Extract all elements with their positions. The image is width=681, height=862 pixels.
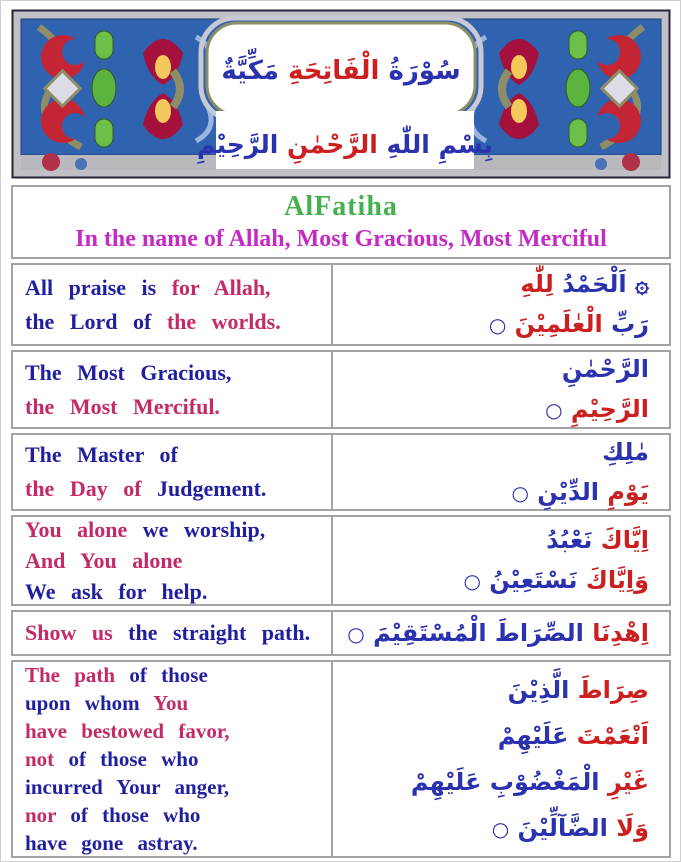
verse-arabic-5 bbox=[333, 612, 669, 654]
text-segment: have gone astray. bbox=[25, 831, 198, 855]
text-segment: الصِّرَاطَ الْمُسْتَقِيْمَ bbox=[373, 618, 584, 647]
english-line bbox=[25, 545, 327, 576]
english-line bbox=[25, 305, 327, 339]
arabic-line bbox=[341, 304, 649, 345]
text-segment: الْمَغْضُوْبِ عَلَيْهِمْ bbox=[410, 767, 600, 796]
verse-arabic-6 bbox=[333, 662, 669, 856]
text-segment: الْعٰلَمِيْنَ bbox=[514, 310, 603, 338]
text-segment: the straight path. bbox=[128, 620, 311, 645]
verse-arabic-2 bbox=[333, 352, 669, 427]
arabic-line bbox=[341, 560, 649, 601]
verse-english-4 bbox=[13, 517, 333, 604]
text-segment: صِرَاطَ bbox=[577, 675, 649, 704]
arabic-line bbox=[341, 805, 649, 852]
text-segment: اِيَّاكَ bbox=[600, 526, 649, 554]
english-line bbox=[25, 689, 327, 717]
text-segment: يَوْمِ bbox=[607, 477, 649, 506]
verse-arabic-1 bbox=[333, 265, 669, 344]
english-line bbox=[25, 576, 327, 607]
ayah-end-marker: ○ bbox=[488, 313, 507, 337]
english-line bbox=[25, 514, 327, 545]
text-segment: And You alone bbox=[25, 548, 183, 573]
text-segment: اِهْدِنَا bbox=[592, 618, 649, 647]
text-segment: وَلَا bbox=[616, 813, 649, 842]
verse-arabic-4 bbox=[333, 517, 669, 604]
ayah-end-marker: ○ bbox=[491, 816, 510, 841]
ayah-end-marker: ○ bbox=[511, 480, 529, 505]
title-box bbox=[11, 185, 671, 259]
verse-english-5 bbox=[13, 612, 333, 654]
page-title: AlFatiha bbox=[284, 191, 398, 222]
text-segment: وَاِيَّاكَ bbox=[585, 566, 649, 594]
text-segment: of those who bbox=[70, 803, 201, 827]
english-line bbox=[25, 616, 327, 650]
text-segment: We ask for help. bbox=[25, 579, 208, 604]
text-segment: nor bbox=[25, 803, 57, 827]
ayah-end-marker: ○ bbox=[347, 621, 365, 646]
verse-row-2 bbox=[11, 350, 671, 429]
ayah-end-marker: ○ bbox=[545, 398, 563, 422]
english-line bbox=[25, 472, 327, 506]
text-segment: الدِّيْنِ bbox=[537, 477, 599, 506]
text-segment: All praise is bbox=[25, 274, 157, 300]
english-line bbox=[25, 661, 327, 689]
text-segment: the Day of bbox=[25, 476, 142, 501]
text-segment: The Master of bbox=[25, 442, 178, 467]
arabic-line bbox=[341, 349, 649, 389]
verse-english-3 bbox=[13, 435, 333, 509]
text-segment: for Allah, bbox=[171, 274, 271, 300]
english-line bbox=[25, 271, 327, 305]
text-segment: not bbox=[25, 747, 55, 771]
header-ornament-band bbox=[11, 9, 671, 179]
text-segment: الرَّحْمٰنِ bbox=[561, 355, 649, 383]
verse-row-4 bbox=[11, 515, 671, 606]
text-segment: لِلّٰهِ bbox=[520, 270, 554, 298]
text-segment: The path bbox=[25, 663, 116, 687]
text-segment: The Most Gracious, bbox=[25, 359, 232, 385]
text-segment: الضَّآلِّيْنَ bbox=[517, 813, 608, 842]
verse-english-2 bbox=[13, 352, 333, 427]
text-segment: You alone bbox=[25, 517, 128, 542]
ayah-end-marker: ○ bbox=[463, 569, 481, 593]
text-segment: have bestowed favor, bbox=[25, 719, 230, 743]
text-segment: upon whom bbox=[25, 691, 140, 715]
verse-row-1 bbox=[11, 263, 671, 346]
verse-english-1 bbox=[13, 265, 333, 344]
english-line bbox=[25, 801, 327, 829]
english-line bbox=[25, 356, 327, 390]
verse-english-6 bbox=[13, 662, 333, 856]
text-segment: اَلْحَمْدُ bbox=[562, 270, 627, 298]
text-segment: مٰلِكِ bbox=[601, 437, 649, 466]
arabic-line bbox=[341, 264, 649, 304]
english-line bbox=[25, 745, 327, 773]
page-subtitle: In the name of Allah, Most Gracious, Most Merciful bbox=[75, 226, 607, 252]
text-segment: the Lord of bbox=[25, 308, 152, 334]
arabic-line bbox=[341, 520, 649, 560]
arabic-line bbox=[341, 759, 649, 805]
text-segment: عَلَيْهِمْ bbox=[497, 721, 569, 750]
rub-el-hizb-ornament: ۞ bbox=[634, 270, 649, 298]
text-segment: Judgement. bbox=[157, 476, 267, 501]
verses-table bbox=[11, 263, 671, 858]
surah-title-arabic: سُوْرَةُ الْفَاتِحَةِ مَكِّيَّةٌ bbox=[221, 56, 461, 86]
verse-row-3 bbox=[11, 433, 671, 511]
verse-row-6 bbox=[11, 660, 671, 858]
arabic-line bbox=[341, 713, 649, 759]
arabic-line bbox=[341, 432, 649, 472]
verse-row-5 bbox=[11, 610, 671, 656]
english-line bbox=[25, 773, 327, 801]
text-segment: الَّذِيْنَ bbox=[507, 675, 570, 704]
text-segment: of those who bbox=[68, 747, 199, 771]
english-line bbox=[25, 390, 327, 424]
text-segment: غَيْرِ bbox=[607, 767, 649, 796]
arabic-line bbox=[341, 389, 649, 430]
verse-arabic-3 bbox=[333, 435, 669, 509]
text-segment: You bbox=[153, 691, 189, 715]
english-line bbox=[25, 829, 327, 857]
text-segment: الرَّحِيْمِ bbox=[570, 395, 649, 423]
text-segment: نَعْبُدُ bbox=[546, 526, 593, 554]
text-segment: رَبِّ bbox=[611, 310, 649, 338]
english-line bbox=[25, 438, 327, 472]
arabic-line bbox=[341, 613, 649, 654]
text-segment: اَنْعَمْتَ bbox=[576, 721, 649, 750]
english-line bbox=[25, 717, 327, 745]
text-segment: of those bbox=[129, 663, 208, 687]
text-segment: we worship, bbox=[142, 517, 266, 542]
arabic-line bbox=[341, 472, 649, 513]
bismillah-arabic: بِسْمِ اللّٰهِ الرَّحْمٰنِ الرَّحِيْمِ bbox=[196, 130, 494, 159]
text-segment: the worlds. bbox=[166, 308, 281, 334]
text-segment: Show us bbox=[25, 620, 113, 645]
header-ornament-graphic bbox=[11, 9, 671, 179]
text-segment: the Most Merciful. bbox=[25, 393, 220, 419]
text-segment: نَسْتَعِيْنُ bbox=[489, 566, 578, 594]
arabic-line bbox=[341, 667, 649, 713]
text-segment: incurred Your anger, bbox=[25, 775, 230, 799]
